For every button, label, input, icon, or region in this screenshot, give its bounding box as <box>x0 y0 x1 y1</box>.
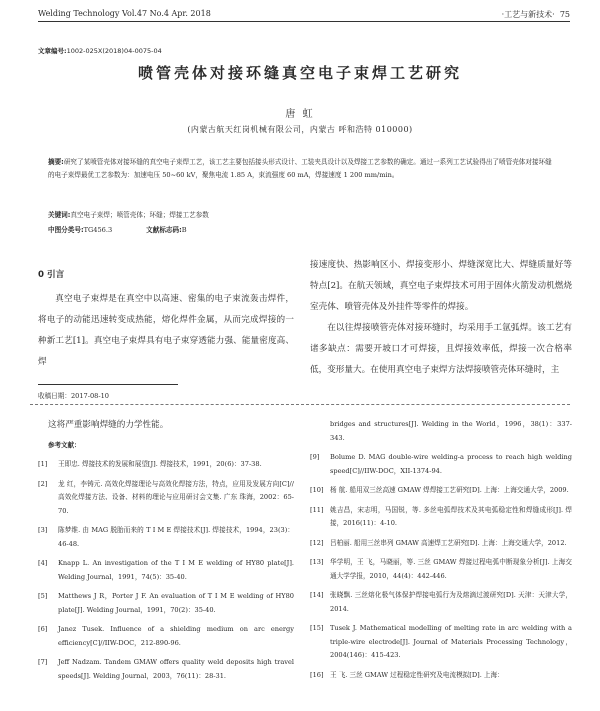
ref-text: Knapp L. An investigation of the T I M E welding of HY80 plate[J]. Welding Journal，1991，74(5)：35-40. <box>58 559 294 581</box>
keywords <box>48 209 552 219</box>
reference-item <box>38 478 294 519</box>
abstract <box>48 156 552 182</box>
ref-number: [1] <box>38 460 48 468</box>
intro-paragraph-right-1: 接速度快、热影响区小、焊接变形小、焊缝深宽比大、焊缝质量好等特点[2]。在航天领域，真空电子束焊技术可用于固体火箭发动机燃烧室壳体、喷管壳体及外挂件等零件的焊接。 <box>310 260 572 312</box>
references-left <box>38 458 294 689</box>
reference-item <box>38 557 294 584</box>
ref-number: [11] <box>310 505 324 514</box>
article-number-value: 1002-025X(2018)04-0075-04 <box>66 47 162 55</box>
ref-text: Tusek J. Mathematical modelling of melting rate in arc welding with a triple-wire electrode[J]. Journal of Materials Processing Technology，2004(146)：415-423. <box>330 624 572 659</box>
section-heading-intro: 0 引言 <box>38 270 65 280</box>
intro-paragraph-left: 真空电子束焊是在真空中以高速、密集的电子束流轰击焊件，将电子的动能迅速转变成热能，熔化焊件金属，从而完成焊接的一种新工艺[1]。真空电子束焊具有电子束穿透能力强、能量密度高、焊 <box>38 294 294 367</box>
ref-number: [9] <box>310 453 320 461</box>
ref-text: 姚吉昌，宋志明，马国锐，等. 多丝电弧焊技术及其电弧稳定性和焊缝成形[J]. 焊接，2016(11)：4-10. <box>330 505 572 527</box>
references-heading: 参考文献： <box>48 441 81 449</box>
ref-number: [14] <box>310 591 324 599</box>
ref-text: 杨 航. 船用双三丝高速 GMAW 焊焊接工艺研究[D]. 上海：上海交通大学，2009. <box>330 486 569 494</box>
continuation-text: 这将严重影响焊缝的力学性能。 <box>48 420 169 430</box>
reference-item <box>310 451 572 478</box>
ref-text: Matthews J R，Porter J F. An evaluation of T I M E welding of HY80 plate[J]. Welding Journal，1991，70(2)：35-40. <box>58 592 294 614</box>
paper-title: 喷管壳体对接环缝真空电子束焊工艺研究 <box>137 64 462 82</box>
journal-info: Welding Technology Vol.47 No.4 Apr. 2018 <box>38 9 211 18</box>
ref-text: 陈梦维. 由 MAG 脱胎而来的 T I M E 焊接技术[J]. 焊接技术，1994，23(3)：46-48. <box>58 526 294 548</box>
reference-item <box>310 504 572 531</box>
ref-number: [6] <box>38 625 48 633</box>
ref-text: Jeff Nadzam. Tandem GMAW offers quality weld deposits high travel speeds[J]. Welding Journal，2003，76(11)：28-31. <box>58 658 294 680</box>
doc-code-value: B <box>181 226 187 234</box>
keywords-label: 关键词: <box>48 211 71 219</box>
ref-number: [12] <box>310 538 324 547</box>
received-date: 收稿日期：2017-08-10 <box>38 384 178 400</box>
ref-number: [16] <box>310 670 324 679</box>
reference-item <box>38 656 294 683</box>
reference-continuation: bridges and structures[J]. Welding in the World，1996，38(1)：337-343. <box>330 420 572 442</box>
keywords-text: 真空电子束焊；喷管壳体；环缝；焊接工艺参数 <box>70 211 209 219</box>
ref-number: [3] <box>38 526 48 534</box>
clc-label: 中图分类号: <box>48 226 84 234</box>
running-header <box>38 7 570 21</box>
ref-number: [15] <box>310 624 324 632</box>
classification <box>48 224 187 234</box>
ref-text: Bolume D. MAG double-wire welding-a process to reach high welding speed[C]//IIW-DOC，XII-1374-94. <box>330 453 572 475</box>
section-label: ·工艺与新技术· <box>501 10 555 19</box>
ref-number: [5] <box>38 592 48 600</box>
reference-item <box>310 556 572 583</box>
ref-number: [13] <box>310 558 324 566</box>
author-name: 唐 虹 <box>285 109 315 120</box>
ref-number: [7] <box>38 658 48 666</box>
ref-text: 王即忠. 焊接技术的发展和展望[J]. 焊接技术，1991，20(6)：37-38. <box>58 460 262 468</box>
reference-item <box>38 623 294 650</box>
ref-text: 张晓飘. 三丝熔化极气体保护焊接电弧行为及熔滴过渡研究[D]. 天津：天津大学，2014. <box>330 591 572 613</box>
ref-text: 王 飞. 三丝 GMAW 过程稳定性研究及电流模拟[D]. 上海： <box>330 670 504 679</box>
references-right <box>310 418 572 688</box>
article-number-label: 文章编号: <box>38 47 67 55</box>
page-divider <box>30 404 570 405</box>
reference-item <box>310 537 572 551</box>
reference-item <box>310 484 572 498</box>
reference-item <box>310 622 572 663</box>
ref-number: [4] <box>38 559 48 567</box>
abstract-label: 摘要: <box>48 158 64 166</box>
reference-item <box>38 524 294 551</box>
article-number <box>38 46 162 55</box>
header-rule <box>38 21 570 22</box>
ref-text: 华学明，王 飞，马晓丽，等. 三丝 GMAW 焊接过程电弧中断现象分析[J]. 上海交通大学学报，2010，44(4)：442-446. <box>330 558 572 580</box>
ref-number: [2] <box>38 479 48 488</box>
reference-item <box>38 458 294 472</box>
ref-text: 吕柏丽. 船用三丝串列 GMAW 高速焊工艺研究[D]. 上海：上海交通大学，2012. <box>330 538 567 547</box>
ref-number: [10] <box>310 486 324 494</box>
doc-code-label: 文献标志码: <box>146 226 182 234</box>
header-right <box>502 9 570 20</box>
author-affiliation: (内蒙古航天红岗机械有限公司，内蒙古 呼和浩特 010000) <box>187 125 413 134</box>
intro-paragraph-right-2: 在以往焊接喷管壳体对接环缝时，均采用手工氩弧焊。该工艺有诸多缺点：需要开坡口才可焊接，且焊接效率低，焊接一次合格率低，变形量大。在使用真空电子束焊方法焊接喷管壳体环缝时，主 <box>310 323 572 375</box>
ref-text: 龙 红，李铸元. 高效化焊接理论与高效化焊接方法，特点，应用及发展方向[C]//高效化焊接方法、设备、材料的理论与应用研讨会文集. 广东 珠海，2002：65-70. <box>58 479 294 515</box>
reference-item <box>310 589 572 616</box>
ref-text: Janez Tusek. Influence of a shielding medium on arc energy efficiency[C]//IIW-DOC，212-890-96. <box>58 625 294 647</box>
clc-value: TG456.3 <box>83 226 113 234</box>
reference-item <box>38 590 294 617</box>
abstract-text: 研究了某喷管壳体对接环缝的真空电子束焊工艺，该工艺主要包括接头形式设计、工装夹具设计以及焊接工艺参数的确定。通过一系列工艺试验得出了喷管壳体对接环缝的电子束焊最优工艺参数为：加速电压 50~60 kV，聚焦电流 1.85 A，束流强度 60 mA，焊接速度 1 200 mm/min。 <box>48 158 552 179</box>
page-number: 75 <box>559 10 570 19</box>
reference-item <box>310 669 572 683</box>
